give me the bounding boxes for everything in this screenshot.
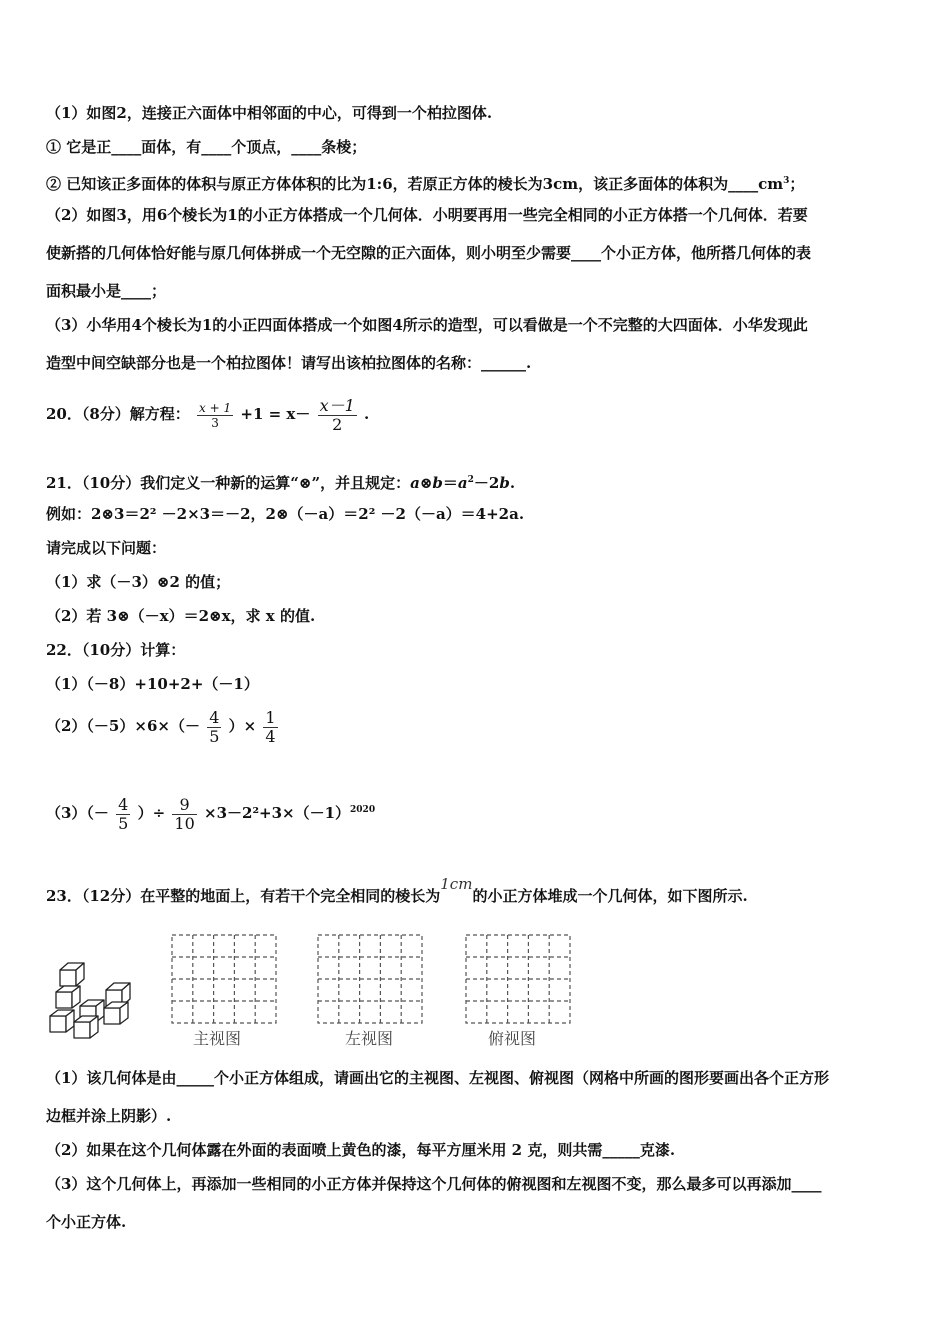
q23-part1-line1: （1）该几何体是由_____个小正方体组成，请画出它的主视图、左视图、俯视图（网格中所画的图形要画出各个正方形 [46, 1069, 829, 1087]
q22-p3-sup: 2020 [350, 805, 376, 815]
q22-p3-f2-denominator: 10 [174, 813, 195, 833]
q21-l1-tail: －2 [473, 474, 500, 492]
q23-part2: （2）如果在这个几何体露在外面的表面喷上黄色的漆，每平方厘米用 2 克，则共需_____克漆. [46, 1141, 676, 1159]
q21-l1-pre: 21．（10分）我们定义一种新的运算“⊗”，并且规定： [46, 474, 411, 492]
q19-part1a-text: ① 它是正____面体，有____个顶点，____条棱； [46, 138, 367, 156]
q21-l1-eq: ＝ [442, 474, 458, 492]
q21-l1-op: ⊗ [419, 474, 433, 492]
q22-p2-fraction-2 [263, 709, 277, 746]
q19-part3-line1: （3）小华用4个棱长为1的小正四面体搭成一个如图4所示的造型，可以看做是一个不完整的大四面体．小华发现此 [46, 316, 808, 334]
q21-l1-a: a [410, 474, 420, 492]
q22-p3-post: ×3－2²+3×（－1） [204, 804, 351, 822]
top-view-grid [464, 933, 572, 1025]
q19-part1-text: （1）如图2，连接正六面体中相邻面的中心，可得到一个柏拉图体. [46, 104, 493, 122]
q20-mid: +1 = x－ [240, 405, 311, 423]
q20-f1-numerator: x + 1 [199, 400, 232, 415]
q19-part1b-end: ； [789, 175, 805, 193]
q22-p3-mid: ）÷ [137, 804, 166, 822]
cube-stack-figure [46, 960, 134, 1044]
q22-part1: （1）（－8）+10+2+（－1） [46, 675, 259, 693]
q22-p2-mid: ）× [228, 717, 257, 735]
cube-bottom-mid-face [74, 1022, 90, 1038]
q22-head: 22．（10分）计算： [46, 641, 186, 659]
q23-part1-line2: 边框并涂上阴影）. [46, 1107, 172, 1125]
q21-line4: （1）求（－3）⊗2 的值； [46, 573, 231, 591]
q22-p2-f2-denominator: 4 [265, 726, 276, 746]
q19-part2-line2: 使新搭的几何体恰好能与原几何体拼成一个无空隙的正六面体，则小明至少需要____个小正方体，他所搭几何体的表 [46, 244, 812, 262]
q21-l1-b: b [432, 474, 443, 492]
q22-p2-f2-numerator: 1 [265, 707, 276, 727]
q21-line5: （2）若 3⊗（－x）＝2⊗x，求 x 的值. [46, 607, 316, 625]
front-view-label: 主视图 [193, 1029, 242, 1048]
q21-l1-b2: b [499, 474, 510, 492]
q22-p2-pre: （2）（－5）×6×（－ [46, 717, 200, 735]
q21-l1-dot: . [509, 474, 516, 492]
left-view-grid [316, 933, 424, 1025]
q22-p2-f1-denominator: 5 [209, 726, 220, 746]
q20-head: 20．（8分）解方程： [46, 405, 190, 423]
q21-line3: 请完成以下问题： [46, 539, 167, 557]
q21-line2: 例如：2⊗3＝2² －2×3＝－2，2⊗（－a）＝2² －2（－a）＝4+2a. [46, 505, 525, 523]
q22-p3-pre: （3）（－ [46, 804, 109, 822]
q22-part2 [46, 706, 904, 746]
cube-bottom-left-face [50, 1016, 66, 1032]
q23-l1-pre: 23．（12分）在平整的地面上，有若干个完全相同的棱长为 [46, 887, 441, 905]
cube-top-left-face [60, 970, 76, 986]
top-view-label: 俯视图 [488, 1029, 537, 1048]
q20-fraction-1 [197, 401, 233, 430]
q22-p3-fraction-2 [172, 796, 196, 833]
q22-p3-fraction-1 [116, 796, 130, 833]
q19-part1b-main: ② 已知该正多面体的体积与原正方体体积的比为1:6，若原正方体的棱长为3cm，该正多面体的体积为____cm [46, 175, 784, 193]
q20-fraction-2 [318, 397, 357, 434]
q20-f2-denominator: 2 [318, 415, 357, 434]
q19-part3-line2: 造型中间空缺部分也是一个柏拉图体！请写出该柏拉图体的名称：______. [46, 354, 532, 372]
q21-l1-a2: a [457, 474, 468, 492]
q20-f2-numerator: x－1 [319, 395, 355, 415]
q19-part2-line3: 面积最小是____； [46, 282, 167, 300]
q19-part1b-text [46, 171, 904, 194]
q20-equation [46, 392, 904, 436]
q23-part3-line1: （3）这个几何体上，再添加一些相同的小正方体并保持这个几何体的俯视图和左视图不变，那么最多可以再添加____ [46, 1175, 822, 1193]
q20-tail: . [364, 405, 370, 423]
q22-p3-f1-denominator: 5 [118, 813, 129, 833]
q23-unit: 1cm [440, 875, 473, 893]
q21-l1-sup: 2 [467, 475, 474, 485]
q19-part1b-sup: 3 [783, 176, 790, 186]
q23-part3-line2: 个小正方体. [46, 1213, 127, 1231]
cube-right-lower-face [104, 1008, 120, 1024]
cube-mid-left-face [56, 992, 72, 1008]
q22-p2-fraction-1 [207, 709, 221, 746]
q22-part3 [46, 790, 904, 833]
q23-l1-post: 的小正方体堆成一个几何体，如下图所示. [472, 887, 748, 905]
q19-part2-line1: （2）如图3，用6个棱长为1的小正方体搭成一个几何体．小明要再用一些完全相同的小正方体搭一个几何体．若要 [46, 206, 808, 224]
q23-line1 [46, 875, 904, 906]
q22-p3-f2-numerator: 9 [179, 794, 190, 814]
left-view-label: 左视图 [345, 1029, 394, 1048]
q21-line1 [46, 470, 904, 493]
q22-p3-f1-numerator: 4 [118, 794, 129, 814]
front-view-grid [170, 933, 278, 1025]
q20-f1-denominator: 3 [197, 415, 233, 430]
q22-p2-f1-numerator: 4 [209, 707, 220, 727]
